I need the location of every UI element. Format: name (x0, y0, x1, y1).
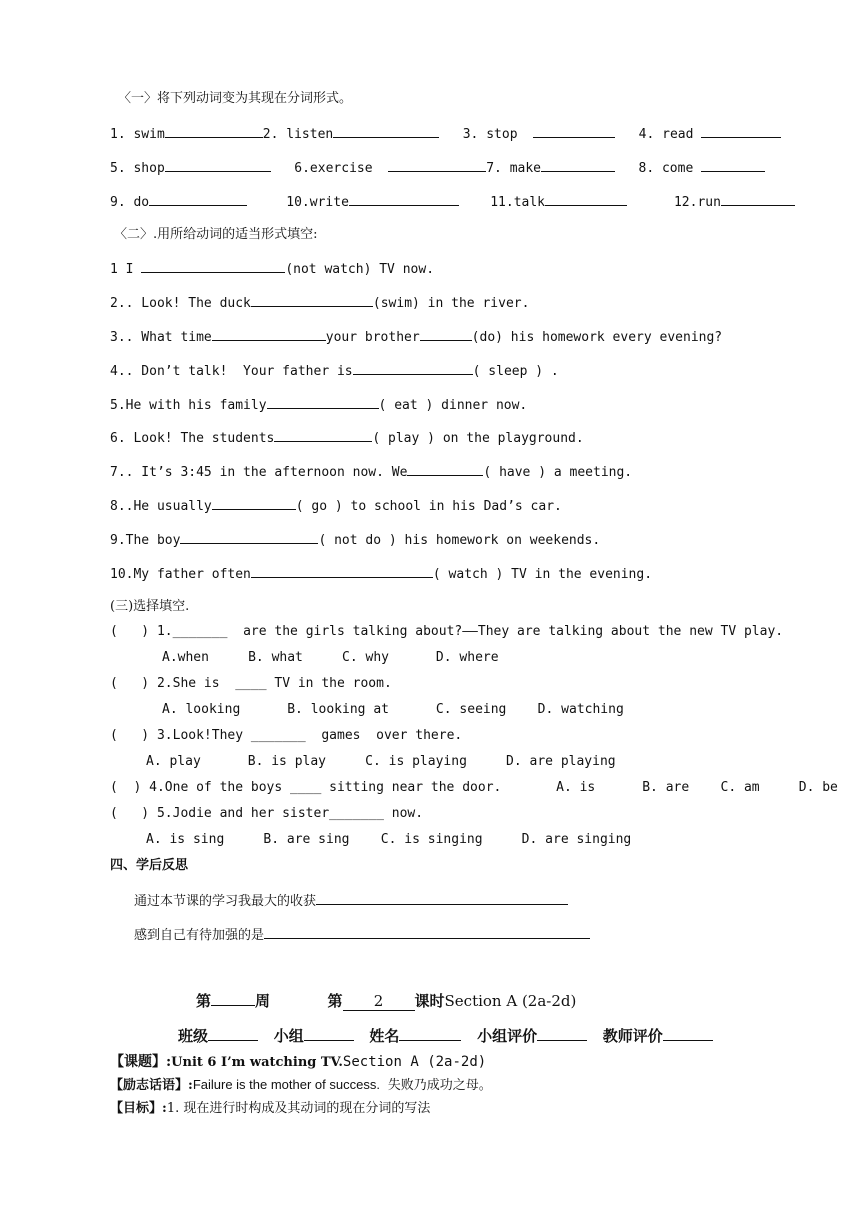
answer-blank[interactable] (541, 158, 615, 172)
class-label: 班级 (178, 1027, 209, 1045)
fill-item-3 (110, 327, 722, 347)
lesson-label: 第 (327, 992, 343, 1010)
answer-blank[interactable] (149, 192, 247, 206)
item-text: 10.My father often (110, 567, 251, 582)
answer-blank[interactable] (141, 259, 285, 273)
verb-item: 11.talk (490, 195, 546, 210)
answer-blank[interactable] (545, 192, 627, 206)
verb-item: 12.run (673, 195, 721, 210)
section2-title: 〈二〉.用所给动词的适当形式填空: (114, 227, 318, 242)
fill-item-9 (110, 530, 600, 550)
answer-blank[interactable] (251, 564, 433, 578)
teacher-eval-blank[interactable] (663, 1026, 713, 1041)
answer-blank[interactable]: _______ (250, 728, 306, 743)
group-eval-blank[interactable] (537, 1026, 587, 1041)
answer-blank[interactable]: _______ (329, 806, 384, 821)
section4-title: 四、学后反思 (110, 858, 189, 873)
motto-cn: 失败乃成功之母。 (387, 1078, 492, 1093)
answer-blank[interactable]: ____ (235, 676, 267, 691)
week-label: 第 (196, 992, 212, 1010)
answer-blank[interactable] (701, 158, 765, 172)
answer-blank[interactable] (349, 192, 459, 206)
verb-row-1 (110, 124, 781, 144)
verb-item: 6.exercise (294, 161, 373, 176)
answer-blank[interactable] (388, 158, 486, 172)
fill-item-7 (110, 462, 632, 482)
choice-question-2 (110, 675, 392, 693)
item-text: (swim) in the river. (372, 296, 530, 311)
section1-title: 〈一〉将下列动词变为其现在分词形式。 (118, 91, 353, 106)
item-text: ( have ) a meeting. (483, 465, 633, 480)
answer-blank[interactable] (316, 891, 568, 905)
motto-label: 【励志话语】: (110, 1078, 193, 1093)
choice-question-5 (110, 805, 423, 823)
group-eval-label: 小组评价 (477, 1027, 538, 1045)
item-text: 8..He usually (110, 499, 212, 514)
answer-blank[interactable] (251, 293, 373, 307)
verb-item: 7. make (486, 161, 542, 176)
answer-blank[interactable] (165, 124, 263, 138)
choice-question-3 (110, 727, 462, 745)
verb-item: 8. come (638, 161, 694, 176)
answer-blank[interactable] (533, 124, 615, 138)
class-blank[interactable] (208, 1026, 258, 1041)
fill-item-2 (110, 293, 529, 313)
question-number: ( ) 1. (110, 624, 173, 639)
question-number: ( ) 5.Jodie and her sister (110, 806, 330, 821)
answer-blank[interactable]: ____ (290, 780, 322, 795)
item-text: ( play ) on the playground. (372, 431, 584, 446)
answer-blank[interactable] (212, 496, 296, 510)
week-unit: 周 (255, 992, 271, 1010)
item-text: (do) his homework every evening? (471, 330, 723, 345)
item-text: (not watch) TV now. (285, 262, 435, 277)
verb-row-3 (110, 192, 795, 212)
reflection-prompt: 感到自己有待加强的是 (134, 928, 265, 943)
reflection-prompt: 通过本节课的学习我最大的收获 (134, 894, 317, 909)
group-label: 小组 (273, 1027, 304, 1045)
topic-section: Section A (2a-2d) (342, 1054, 487, 1070)
answer-blank[interactable] (274, 428, 372, 442)
student-info-row (178, 1025, 713, 1046)
answer-blank[interactable] (264, 925, 590, 939)
goal-line (110, 1100, 430, 1118)
answer-blank[interactable] (407, 462, 483, 476)
answer-blank[interactable] (180, 530, 318, 544)
lesson-section: Section A (2a-2d) (444, 992, 577, 1010)
topic-line (110, 1053, 486, 1072)
goal-label: 【目标】: (110, 1101, 167, 1116)
choice-question-1 (110, 623, 783, 641)
fill-item-10 (110, 564, 652, 584)
choice-options-5: A. is sing B. are sing C. is singing D. are singing (146, 832, 632, 847)
reflection-line-2 (134, 925, 590, 945)
item-text: ( go ) to school in his Dad’s car. (295, 499, 562, 514)
fill-item-1 (110, 259, 434, 279)
item-text: 9.The boy (110, 533, 181, 548)
fill-item-8 (110, 496, 562, 516)
question-text: sitting near the door. A. is B. are C. am D. be (321, 780, 838, 795)
answer-blank[interactable] (267, 395, 379, 409)
question-text: are the girls talking about?——They are talking about the new TV play. (227, 624, 784, 639)
lesson-header (196, 990, 576, 1011)
fill-item-4 (110, 361, 559, 381)
goal-text: 1. 现在进行时构成及其动词的现在分词的写法 (166, 1101, 431, 1116)
item-text: ( eat ) dinner now. (378, 398, 528, 413)
verb-item: 5. shop (110, 161, 165, 176)
choice-options-3: A. play B. is play C. is playing D. are playing (146, 754, 616, 769)
name-blank[interactable] (399, 1026, 461, 1041)
verb-item: 1. swim (110, 127, 165, 142)
reflection-line-1 (134, 891, 568, 911)
verb-row-2 (110, 158, 765, 178)
week-blank[interactable] (211, 991, 255, 1006)
item-text: ( watch ) TV in the evening. (432, 567, 653, 582)
question-number: ( ) 2.She is (110, 676, 236, 691)
verb-item: 4. read (638, 127, 694, 142)
answer-blank[interactable] (721, 192, 795, 206)
name-label: 姓名 (369, 1027, 400, 1045)
question-number: ( ) 3.Look!They (110, 728, 251, 743)
motto-text: Failure is the mother of success. (192, 1077, 380, 1092)
topic-label: 【课题】: (110, 1054, 172, 1070)
choice-question-4 (110, 779, 838, 797)
verb-item: 3. stop (462, 127, 518, 142)
item-text: 7.. It’s 3:45 in the afternoon now. We (110, 465, 408, 480)
motto-line (110, 1076, 492, 1095)
lesson-number: 2 (343, 992, 415, 1011)
verb-item: 9. do (110, 195, 150, 210)
choice-options-1: A.when B. what C. why D. where (162, 650, 499, 665)
item-text: ( sleep ) . (472, 364, 559, 379)
item-text: 2.. Look! The duck (110, 296, 251, 311)
item-text: ( not do ) his homework on weekends. (318, 533, 601, 548)
topic-text: Unit 6 I’m watching TV. (171, 1055, 343, 1070)
item-text: 6. Look! The students (110, 431, 275, 446)
answer-blank[interactable] (165, 158, 271, 172)
answer-blank[interactable] (353, 361, 473, 375)
verb-item: 10.write (286, 195, 349, 210)
answer-blank[interactable] (333, 124, 439, 138)
answer-blank[interactable] (701, 124, 781, 138)
item-text: 1 I (110, 262, 142, 277)
answer-blank[interactable]: _______ (172, 624, 228, 639)
lesson-unit: 课时 (414, 992, 445, 1010)
fill-item-5 (110, 395, 527, 415)
question-number: ( ) 4.One of the boys (110, 780, 291, 795)
choice-options-2: A. looking B. looking at C. seeing D. watching (162, 702, 624, 717)
teacher-eval-label: 教师评价 (602, 1027, 663, 1045)
question-text: TV in the room. (266, 676, 392, 691)
verb-item: 2. listen (262, 127, 334, 142)
item-text: 4.. Don’t talk! Your father is (110, 364, 353, 379)
group-blank[interactable] (304, 1026, 354, 1041)
question-text: now. (383, 806, 424, 821)
section3-title: (三)选择填空. (110, 599, 190, 614)
item-text: 5.He with his family (110, 398, 267, 413)
answer-blank[interactable] (420, 327, 472, 341)
question-text: games over there. (305, 728, 463, 743)
fill-item-6 (110, 428, 584, 448)
item-text: your brother (325, 330, 420, 345)
answer-blank[interactable] (212, 327, 326, 341)
item-text: 3.. What time (110, 330, 212, 345)
